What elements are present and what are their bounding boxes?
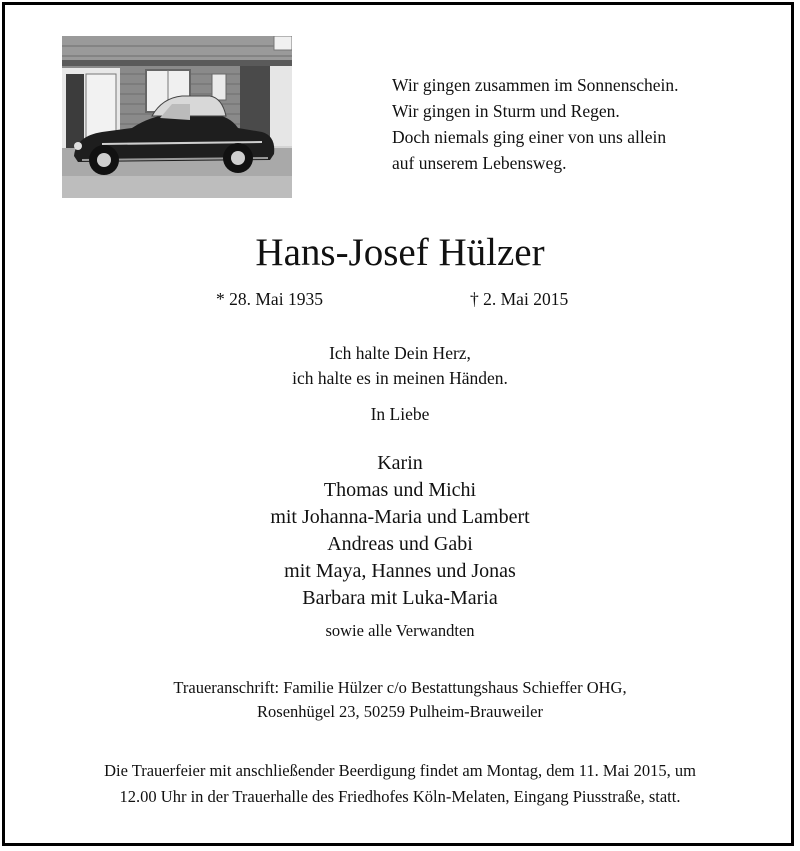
poem-line: Wir gingen zusammen im Sonnenschein. bbox=[392, 75, 679, 95]
poem-line: Doch niemals ging einer von uns allein bbox=[392, 127, 667, 147]
poem bbox=[392, 72, 679, 176]
vintage-car-photo bbox=[62, 36, 292, 198]
service-line: 12.00 Uhr in der Trauerhalle des Friedhofes Köln-Melaten, Eingang Piusstraße, statt. bbox=[119, 787, 681, 806]
death-date: † 2. Mai 2015 bbox=[470, 289, 569, 309]
address-line: Rosenhügel 23, 50259 Pulheim-Brauweiler bbox=[257, 702, 543, 721]
address-line: Traueranschrift: Familie Hülzer c/o Bestattungshaus Schieffer OHG, bbox=[173, 678, 627, 697]
quote bbox=[0, 341, 800, 391]
deceased-name: Hans-Josef Hülzer bbox=[255, 231, 545, 274]
birth-date: * 28. Mai 1935 bbox=[216, 289, 323, 309]
mourner-line: mit Maya, Hannes und Jonas bbox=[284, 560, 516, 582]
mourner-line: Thomas und Michi bbox=[323, 479, 477, 501]
funeral-service-info bbox=[0, 758, 800, 810]
quote-line: Ich halte Dein Herz, bbox=[329, 343, 471, 363]
relatives-text: sowie alle Verwandten bbox=[325, 621, 475, 640]
mourner-line: Andreas und Gabi bbox=[327, 533, 473, 555]
vintage-car-photo-drawing bbox=[62, 36, 292, 198]
quote-line: ich halte es in meinen Händen. bbox=[292, 368, 508, 388]
in-love-text: In Liebe bbox=[370, 404, 430, 424]
mourner-line: mit Johanna-Maria und Lambert bbox=[270, 506, 530, 528]
poem-line: auf unserem Lebensweg. bbox=[392, 153, 567, 173]
mourner-line: Karin bbox=[377, 452, 423, 474]
service-line: Die Trauerfeier mit anschließender Beerdigung findet am Montag, dem 11. Mai 2015, um bbox=[104, 761, 696, 780]
poem-line: Wir gingen in Sturm und Regen. bbox=[392, 101, 620, 121]
mourner-line: Barbara mit Luka-Maria bbox=[302, 587, 498, 609]
family-mourners bbox=[0, 450, 800, 612]
mourning-address bbox=[0, 676, 800, 724]
